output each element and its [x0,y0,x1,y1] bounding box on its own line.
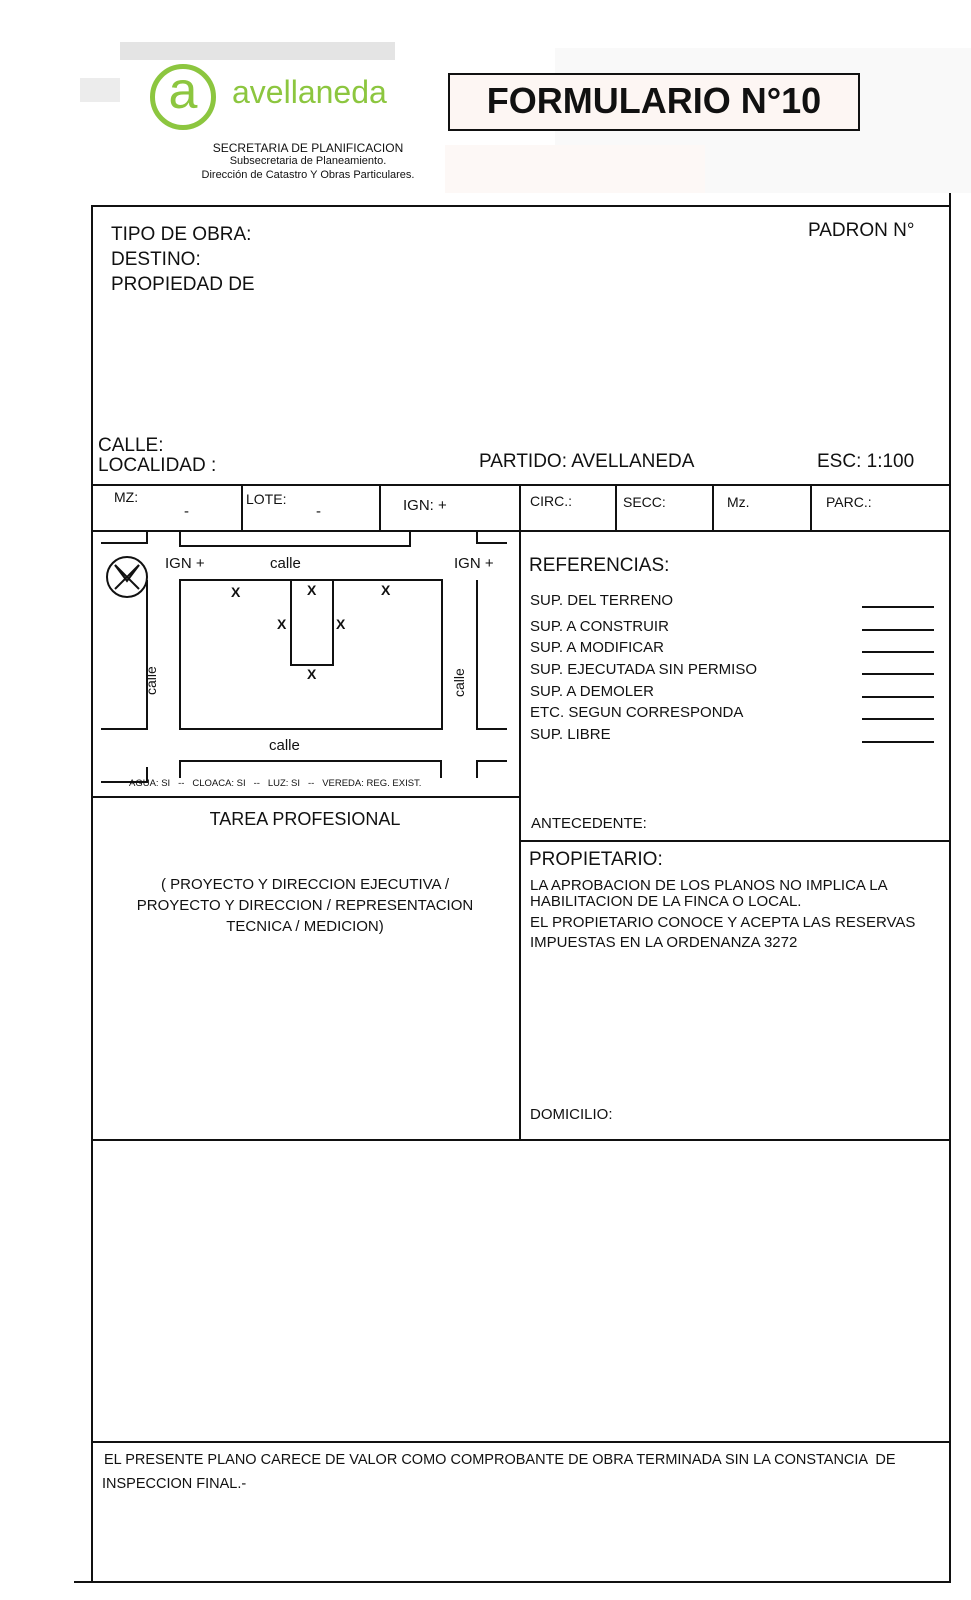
cell-divider [615,484,617,532]
map-calle-bottom: calle [269,737,300,754]
referencias-title: REFERENCIAS: [529,555,670,576]
location-map [91,532,519,794]
divider [91,796,521,798]
localidad-label: LOCALIDAD : [98,455,217,476]
map-x-mark: X [381,582,391,598]
org-line-3: Dirección de Catastro Y Obras Particulares. [201,169,415,181]
propietario-line: EL PROPIETARIO CONOCE Y ACEPTA LAS RESERVAS [530,914,916,931]
blank-line [862,718,934,720]
propietario-line: IMPUESTAS EN LA ORDENANZA 3272 [530,934,798,951]
secc-label: SECC: [623,494,666,510]
referencia-item: SUP. LIBRE [530,726,611,743]
tarea-line: ( PROYECTO Y DIRECCION EJECUTIVA / [160,876,450,893]
calle-label: CALLE: [98,435,164,456]
blank-line [862,651,934,653]
partido-label: PARTIDO: AVELLANEDA [479,451,695,472]
map-x-mark: X [307,582,317,598]
map-x-mark: X [231,584,241,600]
escala-label: ESC: 1:100 [817,451,915,472]
north-arrow-icon [105,555,149,599]
map-x-mark: X [277,616,287,632]
propietario-title: PROPIETARIO: [529,849,663,870]
map-x-mark: X [307,666,317,682]
referencia-item: SUP. A CONSTRUIR [530,618,669,635]
tarea-line: PROYECTO Y DIRECCION / REPRESENTACION [136,897,474,914]
map-ign-right: IGN + [454,555,494,572]
mz2-label: Mz. [727,494,750,510]
referencia-item: ETC. SEGUN CORRESPONDA [530,704,744,721]
map-calle-top: calle [270,555,301,572]
services-line: AGUA: SI -- CLOACA: SI -- LUZ: SI -- VEREDA: REG. EXIST. [129,778,422,789]
propiedad-label: PROPIEDAD DE [111,274,255,295]
mz-label: MZ: [114,489,139,505]
header [0,0,971,200]
map-calle-right: calle [451,668,467,697]
tarea-line: TECNICA / MEDICION) [226,918,384,935]
cell-divider [379,484,381,532]
antecedente-label: ANTECEDENTE: [531,815,647,832]
column-divider [519,484,521,1141]
destino-label: DESTINO: [111,249,201,270]
logo-text: avellaneda [232,74,387,110]
frame-left [91,205,93,1583]
frame-right [949,193,951,1583]
cell-divider [712,484,714,532]
tarea-title: TAREA PROFESIONAL [209,809,401,829]
logo-letter: a [168,62,198,120]
domicilio-label: DOMICILIO: [530,1106,613,1123]
cell-divider [241,484,243,532]
blank-line [862,741,934,743]
divider [519,840,951,842]
footer-line: EL PRESENTE PLANO CARECE DE VALOR COMO COMPROBANTE DE OBRA TERMINADA SIN LA CONSTANCIA DE [104,1452,896,1468]
divider [91,1441,951,1443]
footer-line: INSPECCION FINAL.- [102,1476,247,1492]
divider [91,1139,951,1141]
lote-value: - [316,503,321,520]
scan-smudge [80,78,120,102]
org-line-2: Subsecretaria de Planeamiento. [229,155,387,167]
frame-bottom [74,1581,951,1583]
referencia-item: SUP. DEL TERRENO [530,592,674,609]
org-line-1: SECRETARIA DE PLANIFICACION [212,141,404,155]
frame-top [91,205,951,207]
referencia-item: SUP. A MODIFICAR [530,639,664,656]
circ-label: CIRC.: [530,493,572,509]
map-calle-left: calle [143,666,159,695]
map-ign-left: IGN + [165,555,205,572]
cell-divider [810,484,812,532]
blank-line [862,606,934,608]
mz-value: - [184,503,189,520]
form-title: FORMULARIO N°10 [486,80,822,121]
referencia-item: SUP. EJECUTADA SIN PERMISO [530,661,757,678]
parc-label: PARC.: [826,494,872,510]
blank-line [862,696,934,698]
tipo-obra-label: TIPO DE OBRA: [111,224,252,245]
propietario-line: LA APROBACION DE LOS PLANOS NO IMPLICA LA [530,877,888,894]
propietario-line: HABILITACION DE LA FINCA O LOCAL. [530,893,802,910]
lote-label: LOTE: [246,491,287,507]
padron-label: PADRON N° [808,220,915,241]
scan-smudge [445,145,705,193]
referencia-item: SUP. A DEMOLER [530,683,654,700]
blank-line [862,629,934,631]
blank-line [862,673,934,675]
divider [91,484,951,486]
ign-label: IGN: + [403,497,447,514]
map-x-mark: X [336,616,346,632]
